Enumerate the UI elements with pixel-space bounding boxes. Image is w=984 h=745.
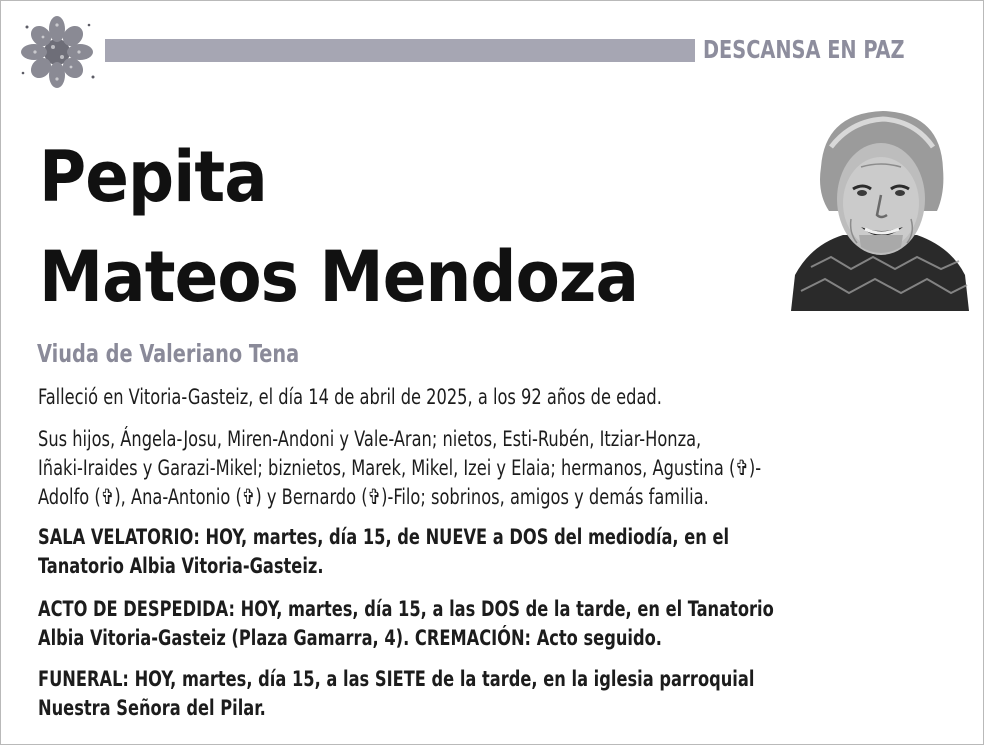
header-bar <box>105 39 695 62</box>
deceased-first-name: Pepita <box>39 136 267 218</box>
farewell-line-2: Albia Vitoria-Gasteiz (Plaza Gamarra, 4). CREMACIÓN: Acto seguido. <box>38 626 662 650</box>
wake-room-line-1: SALA VELATORIO: HOY, martes, día 15, de NUEVE a DOS del mediodía, en el <box>38 525 730 549</box>
wake-room-line-2: Tanatorio Albia Vitoria-Gasteiz. <box>38 554 324 578</box>
farewell-line-1: ACTO DE DESPEDIDA: HOY, martes, día 15, a las DOS de la tarde, en el Tanatorio <box>38 597 774 621</box>
family-list <box>38 425 984 512</box>
family-line-1: Sus hijos, Ángela-Josu, Miren-Andoni y Vale-Aran; nietos, Esti-Rubén, Itziar-Honza, <box>38 427 702 451</box>
farewell-ceremony-info <box>38 595 984 653</box>
funeral-line-1: FUNERAL: HOY, martes, día 15, a las SIETE de la tarde, en la iglesia parroquial <box>38 667 755 691</box>
widow-subtitle: Viuda de Valeriano Tena <box>37 339 300 368</box>
portrait-photo <box>791 107 969 311</box>
family-line-3: Adolfo (✞), Ana-Antonio (✞) y Bernardo (✞)-Filo; sobrinos, amigos y demás familia. <box>38 485 709 509</box>
deceased-surnames: Mateos Mendoza <box>39 236 639 318</box>
funeral-info <box>38 665 984 723</box>
funeral-line-2: Nuestra Señora del Pilar. <box>38 696 266 720</box>
family-line-2: Iñaki-Iraides y Garazi-Mikel; biznietos, Marek, Mikel, Izei y Elaia; hermanos, Agustina (✞)- <box>38 456 762 480</box>
wake-room-info <box>38 523 984 581</box>
flower-ornament-icon <box>15 13 99 91</box>
death-announcement <box>38 383 984 412</box>
death-line: Falleció en Vitoria-Gasteiz, el día 14 de abril de 2025, a los 92 años de edad. <box>38 385 662 409</box>
header-title: DESCANSA EN PAZ <box>703 35 905 64</box>
